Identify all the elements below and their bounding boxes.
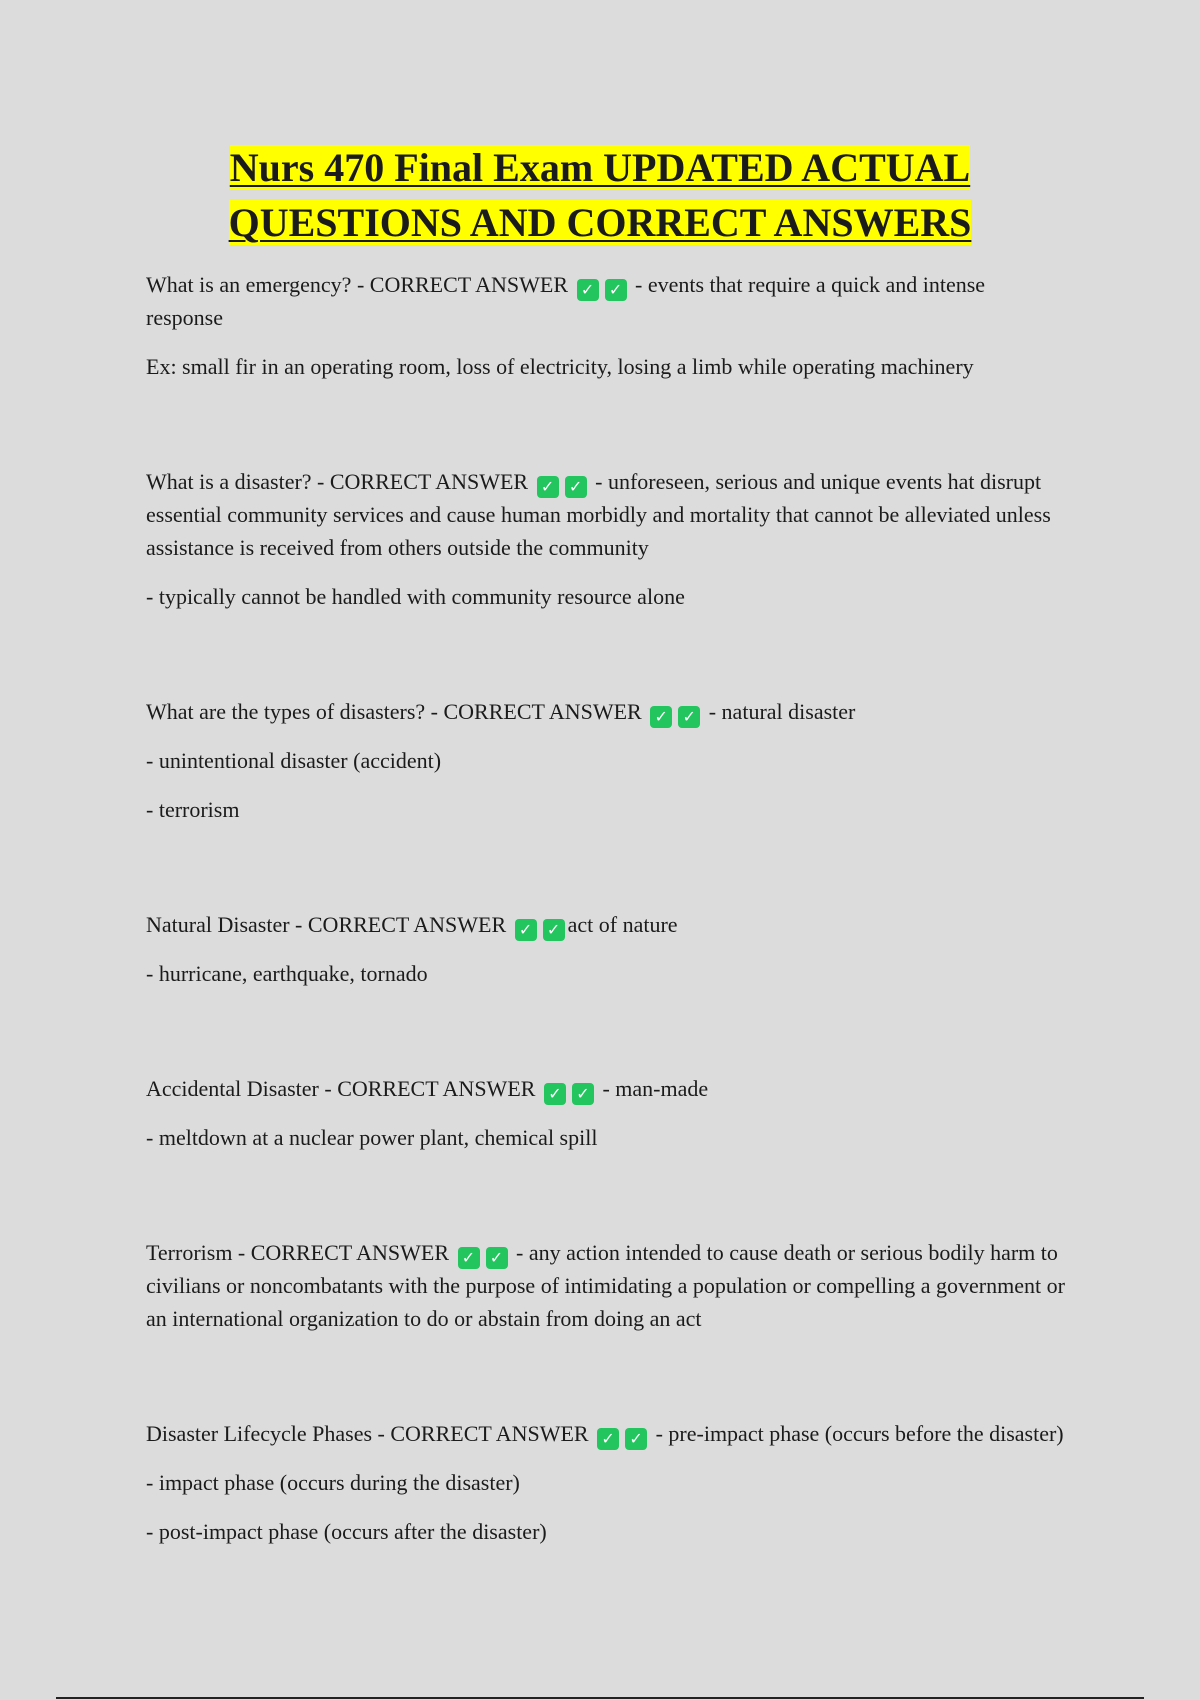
qa-extra: Ex: small fir in an operating room, loss of electricity, losing a limb while operating machinery — [146, 354, 974, 379]
check-icon: ✓ — [544, 1083, 566, 1105]
qa-question: What are the types of disasters? - CORRECT ANSWER — [146, 699, 642, 724]
qa-question-line — [146, 1236, 1066, 1335]
qa-question-line — [146, 695, 1066, 728]
title-line-1: Nurs 470 Final Exam UPDATED ACTUAL — [229, 145, 971, 190]
check-icon: ✓ — [678, 706, 700, 728]
qa-question-line — [146, 268, 1066, 334]
qa-extra: - impact phase (occurs during the disaster) — [146, 1470, 520, 1495]
qa-extra: - meltdown at a nuclear power plant, chemical spill — [146, 1125, 598, 1150]
qa-item — [146, 1417, 1066, 1548]
qa-extra: - hurricane, earthquake, tornado — [146, 961, 428, 986]
qa-item — [146, 465, 1066, 613]
document-title — [140, 140, 1060, 250]
qa-question: What is an emergency? - CORRECT ANSWER — [146, 272, 569, 297]
qa-question: Terrorism - CORRECT ANSWER — [146, 1240, 449, 1265]
qa-item — [146, 695, 1066, 826]
qa-extra: - unintentional disaster (accident) — [146, 748, 442, 773]
qa-item — [146, 908, 1066, 990]
title-line-2: QUESTIONS AND CORRECT ANSWERS — [228, 200, 972, 245]
check-icon: ✓ — [597, 1428, 619, 1450]
check-icon: ✓ — [486, 1247, 508, 1269]
qa-question-line — [146, 1072, 1066, 1105]
check-icon: ✓ — [577, 279, 599, 301]
check-icon: ✓ — [572, 1083, 594, 1105]
qa-question: Accidental Disaster - CORRECT ANSWER — [146, 1076, 536, 1101]
check-icon: ✓ — [565, 476, 587, 498]
qa-item — [146, 268, 1066, 383]
qa-item — [146, 1236, 1066, 1335]
check-icon: ✓ — [537, 476, 559, 498]
qa-question-line — [146, 908, 1066, 941]
qa-answer: - pre-impact phase (occurs before the disaster) — [655, 1421, 1064, 1446]
qa-question-line — [146, 1417, 1066, 1450]
qa-extra: - terrorism — [146, 797, 240, 822]
check-icon: ✓ — [515, 919, 537, 941]
qa-question: Natural Disaster - CORRECT ANSWER — [146, 912, 507, 937]
check-icon: ✓ — [625, 1428, 647, 1450]
qa-content — [146, 268, 1066, 1564]
qa-extra: - typically cannot be handled with community resource alone — [146, 584, 685, 609]
qa-answer: - any action intended to cause death or serious bodily harm to civilians or noncombatants with the purpose of intimidating a population or compelling a government or an international organization to do or abstain from doing an act — [146, 1240, 1065, 1331]
qa-answer: - unforeseen, serious and unique events hat disrupt essential community services and cause human morbidly and mortality that cannot be alleviated unless assistance is received from others outside the community — [146, 469, 1051, 560]
qa-question-line — [146, 465, 1066, 564]
qa-question: What is a disaster? - CORRECT ANSWER — [146, 469, 529, 494]
check-icon: ✓ — [543, 919, 565, 941]
footer-divider — [56, 1697, 1144, 1699]
qa-item — [146, 1072, 1066, 1154]
qa-answer: - natural disaster — [708, 699, 856, 724]
qa-answer: act of nature — [567, 912, 678, 937]
check-icon: ✓ — [605, 279, 627, 301]
qa-answer: - events that require a quick and intense response — [146, 272, 986, 330]
qa-extra: - post-impact phase (occurs after the disaster) — [146, 1519, 547, 1544]
qa-answer: - man-made — [602, 1076, 709, 1101]
check-icon: ✓ — [458, 1247, 480, 1269]
check-icon: ✓ — [650, 706, 672, 728]
qa-question: Disaster Lifecycle Phases - CORRECT ANSWER — [146, 1421, 589, 1446]
